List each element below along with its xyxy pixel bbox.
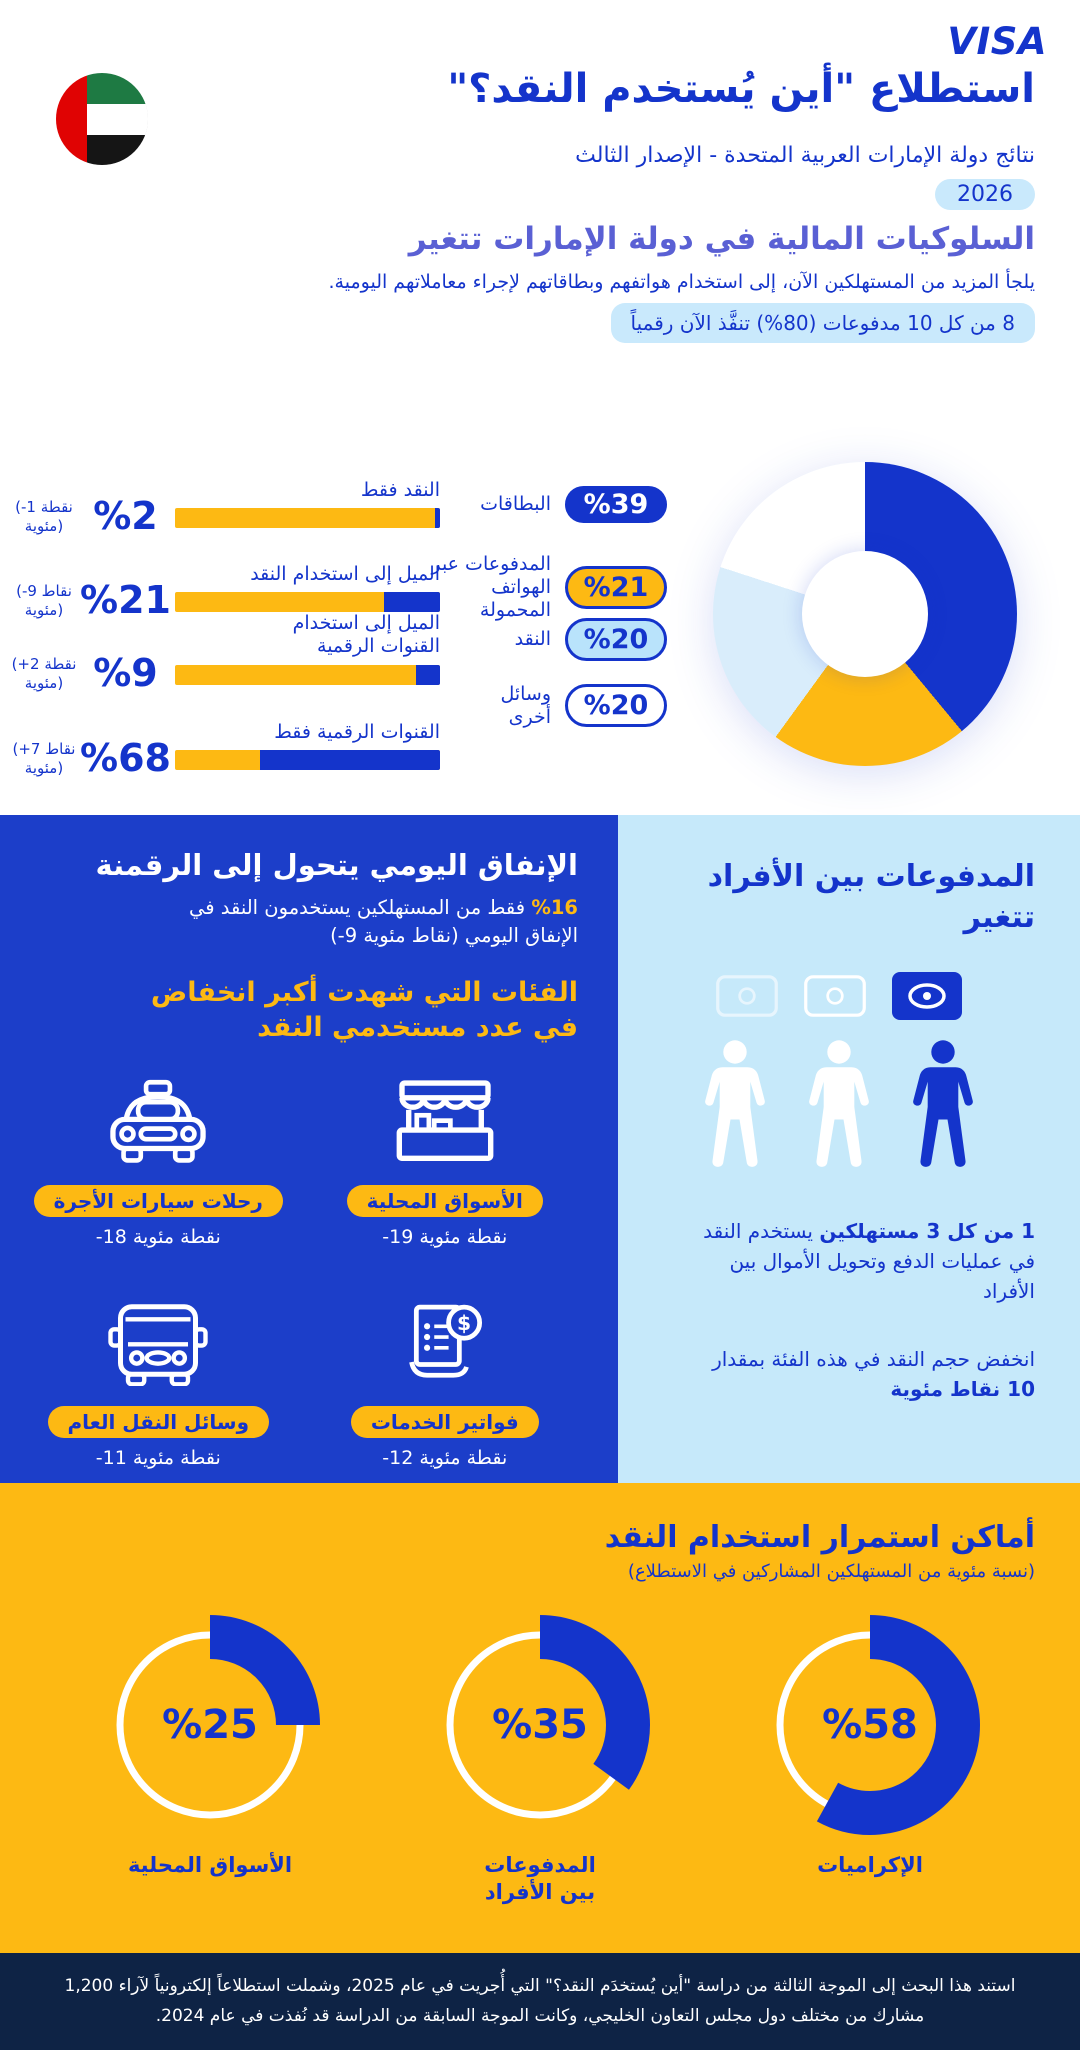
category-label: فواتير الخدمات — [351, 1406, 539, 1438]
cash-usage-section — [0, 1483, 1080, 1953]
gauge-chart — [425, 1610, 655, 1840]
bar-delta: (+2 نقطة مئوية) — [11, 655, 77, 692]
bar-value: %21 — [80, 578, 171, 622]
categories-subheading: الفئات التي شهدت أكبر انخفاض في عدد مستخدمي النقد — [150, 976, 578, 1043]
flag-white-band — [87, 104, 148, 135]
bar-delta: (-1 نقطة مئوية) — [15, 498, 73, 535]
page-subtitle: نتائج دولة الإمارات العربية المتحدة - الإصدار الثالث — [575, 143, 1035, 168]
middle-band — [0, 815, 1080, 1483]
bar-fill — [435, 508, 440, 528]
gauge-label: المدفوعات بين الأفراد — [484, 1853, 596, 1905]
bar — [175, 750, 440, 770]
gauge-local-markets — [85, 1610, 335, 1907]
daily-spending-stat — [138, 894, 578, 951]
bar-value: %2 — [93, 494, 158, 538]
legend-label: النقد — [514, 628, 551, 651]
daily-spending-panel — [0, 815, 618, 1483]
stat-delta: (-9 نقاط مئوية) — [330, 924, 459, 948]
p2p-note — [690, 1344, 1035, 1404]
bar-label: الميل إلى استخدام النقد — [250, 563, 440, 585]
p2p-note-pre: انخفض حجم النقد في هذه الفئة بمقدار — [712, 1347, 1035, 1371]
banknote-filled-icon — [891, 972, 963, 1020]
p2p-note-bold: 10 نقاط مئوية — [890, 1377, 1035, 1401]
legend-label: وسائل أخرى — [500, 683, 551, 728]
bar-fill — [416, 665, 440, 685]
bar — [175, 665, 440, 685]
person-icon — [794, 1036, 884, 1176]
person-icon — [690, 1036, 780, 1176]
cash-section-title: أماكن استمرار استخدام النقد — [604, 1520, 1035, 1555]
flag-black-band — [87, 135, 148, 165]
category-taxi — [25, 1079, 292, 1248]
gauge-value: %58 — [822, 1702, 918, 1748]
category-local-markets — [312, 1079, 579, 1248]
legend-item — [431, 553, 667, 621]
category-delta: -11 نقطة مئوية — [95, 1446, 221, 1469]
uae-flag-icon — [56, 73, 148, 165]
payment-methods-donut-chart — [713, 462, 1017, 766]
bar-value: %9 — [93, 651, 158, 695]
section-subtitle: يلجأ المزيد من المستهلكين الآن، إلى استخدام هواتفهم وبطاقاتهم لإجراء معاملاتهم اليومية. — [328, 271, 1035, 293]
legend-item — [515, 618, 667, 661]
banknote-icon — [803, 974, 867, 1018]
gauge-p2p-payments — [415, 1610, 665, 1907]
banknote-icon — [715, 974, 779, 1018]
section-title: السلوكيات المالية في دولة الإمارات تتغير — [408, 221, 1035, 257]
gauge-label: الإكراميات — [817, 1853, 923, 1877]
bar-delta: (-9 نقاط مئوية) — [16, 582, 72, 619]
digital-payments-badge: 8 من كل 10 مدفوعات (80%) تنفَّذ الآن رقمياً — [611, 303, 1035, 343]
legend-label: البطاقات — [480, 493, 551, 516]
persons-row — [643, 1036, 1035, 1176]
bar-delta: (+7 نقاط مئوية) — [12, 740, 76, 777]
legend-label: المدفوعات عبر الهواتف المحمولة — [431, 553, 551, 621]
page-title: استطلاع "أين يُستخدم النقد؟" — [447, 66, 1035, 112]
daily-spending-title: الإنفاق اليومي يتحول إلى الرقمنة — [95, 848, 578, 882]
gauge-chart — [755, 1610, 985, 1840]
gauge-chart — [95, 1610, 325, 1840]
legend-value-badge: %20 — [565, 684, 667, 727]
gauge-tips — [745, 1610, 995, 1907]
legend-value-badge: %39 — [565, 486, 667, 523]
taxi-icon — [105, 1079, 211, 1165]
svg-text:$: $ — [456, 1310, 471, 1335]
category-label: وسائل النقل العام — [48, 1406, 270, 1438]
legend-item — [480, 486, 667, 523]
visa-logo: VISA — [947, 20, 1047, 63]
gauge-value: %25 — [162, 1702, 258, 1748]
gauges-row — [45, 1610, 1035, 1907]
category-delta: -18 نقطة مئوية — [95, 1225, 221, 1248]
bar-label: القنوات الرقمية فقط — [274, 721, 440, 743]
flag-green-band — [87, 73, 148, 104]
category-label: رحلات سيارات الأجرة — [34, 1185, 283, 1217]
utility-bill-icon — [399, 1300, 491, 1386]
cash-section-subtitle: (نسبة مئوية من المستهلكين المشاركين في الاستطلاع) — [627, 1561, 1035, 1582]
categories-grid — [25, 1079, 578, 1469]
bar-fill — [260, 750, 440, 770]
flag-red-band — [56, 73, 87, 165]
bar — [175, 508, 440, 528]
bus-icon — [108, 1300, 208, 1386]
stat-rest: فقط من المستهلكين يستخدمون النقد في الإنفاق اليومي — [188, 896, 578, 948]
stat-value: %16 — [531, 896, 578, 919]
bar-value: %68 — [80, 736, 171, 780]
category-delta: -12 نقطة مئوية — [382, 1446, 508, 1469]
p2p-title: المدفوعات بين الأفراد تتغير — [707, 859, 1035, 935]
market-stall-icon — [391, 1079, 499, 1165]
p2p-stat-rest: يستخدم النقد في عمليات الدفع وتحويل الأموال بين الأفراد — [703, 1219, 1035, 1303]
year-badge: 2026 — [935, 179, 1035, 210]
bar-label: الميل إلى استخدام القنوات الرقمية — [292, 612, 440, 658]
category-label: الأسواق المحلية — [347, 1185, 543, 1217]
footer-text: استند هذا البحث إلى الموجة الثالثة من دراسة "أين يُستخدَم النقد؟" التي أُجريت في عام 2025، وشملت استطلاعاً إلكترونياً لآراء 1,200 مشارك من مختلف دول مجلس التعاون الخليجي، وكانت الموجة السابقة من الدراسة قد نُفذت في عام 2024. — [64, 1975, 1016, 2026]
category-utility-bills — [312, 1300, 579, 1469]
donut-hole — [802, 551, 928, 677]
footer — [0, 1953, 1080, 2050]
p2p-stat — [690, 1216, 1035, 1306]
bar — [175, 592, 440, 612]
p2p-stat-bold: 1 من كل 3 مستهلكين — [819, 1219, 1035, 1243]
bar-label: النقد فقط — [360, 479, 440, 501]
gauge-label: الأسواق المحلية — [127, 1853, 293, 1877]
person-filled-icon — [898, 1036, 988, 1176]
legend-value-badge: %21 — [565, 566, 667, 609]
category-delta: -19 نقطة مئوية — [382, 1225, 508, 1248]
p2p-panel — [618, 815, 1080, 1483]
gauge-value: %35 — [492, 1702, 588, 1748]
legend-value-badge: %20 — [565, 618, 667, 661]
banknotes-row — [643, 972, 1035, 1020]
legend-item — [485, 683, 667, 729]
category-public-transport — [25, 1300, 292, 1469]
